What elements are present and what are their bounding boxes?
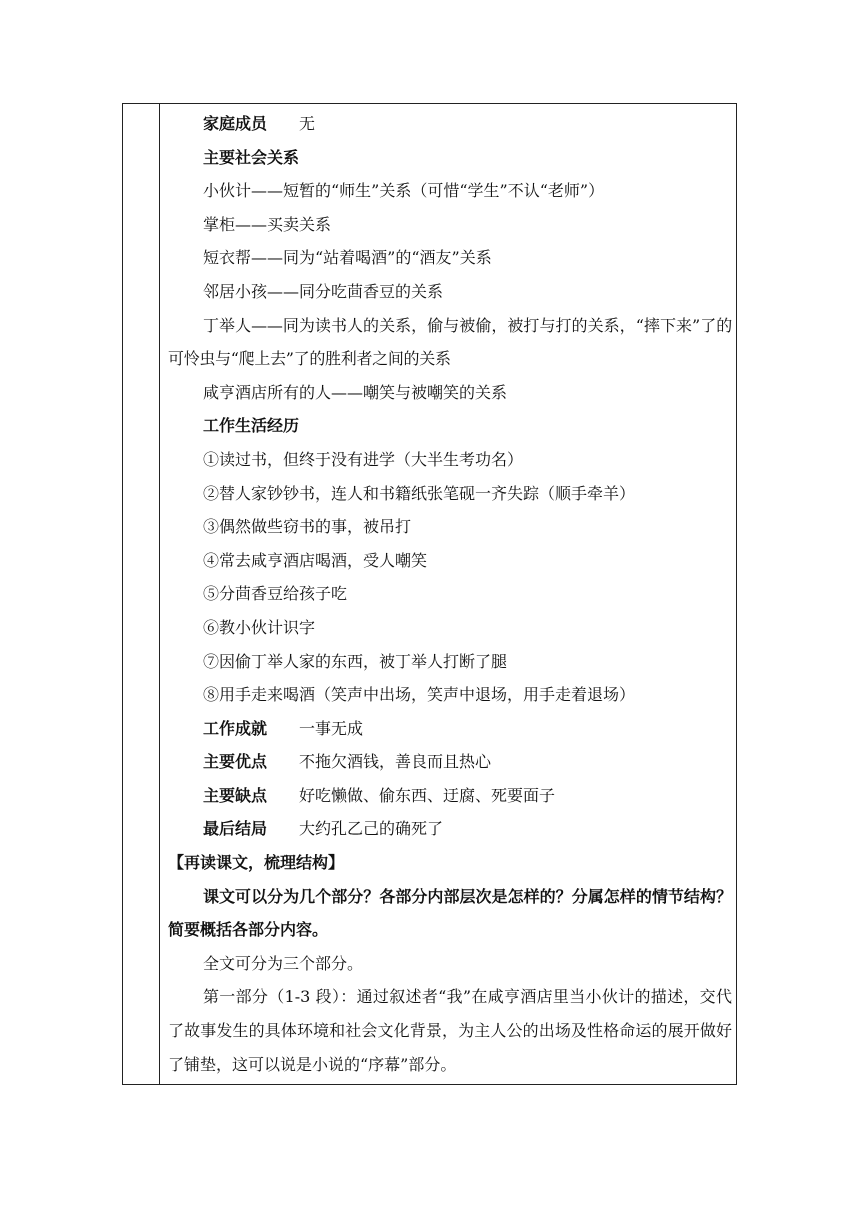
family-label: 家庭成员 bbox=[203, 114, 268, 133]
relation-item: 短衣帮——同为“站着喝酒”的“酒友”关系 bbox=[203, 248, 492, 268]
relations-heading: 主要社会关系 bbox=[203, 147, 300, 167]
history-item: ④常去咸亨酒店喝酒，受人嘲笑 bbox=[203, 550, 428, 570]
history-item: ⑥教小伙计识字 bbox=[203, 617, 316, 637]
history-item: ①读过书，但终于没有进学（大半生考功名） bbox=[203, 449, 524, 469]
relation-ding: 丁举人——同为读书人的关系，偷与被偷，被打与打的关系，“摔下来”了的可怜虫与“爬上去”了的胜利者之间的关系 bbox=[168, 315, 732, 369]
ending-row bbox=[168, 812, 732, 846]
merits-row bbox=[168, 745, 732, 779]
achievement-row bbox=[168, 712, 732, 746]
relation-tavern: 咸亨酒店所有的人——嘲笑与被嘲笑的关系 bbox=[203, 382, 508, 402]
history-item: ⑦因偷丁举人家的东西，被丁举人打断了腿 bbox=[203, 651, 508, 671]
relation-item: 掌柜——买卖关系 bbox=[203, 214, 332, 234]
flaws-row bbox=[168, 779, 732, 813]
achievement-label: 工作成就 bbox=[203, 718, 268, 738]
history-heading: 工作生活经历 bbox=[203, 416, 300, 436]
history-item: ③偶然做些窃书的事，被吊打 bbox=[203, 517, 412, 537]
family-value: 无 bbox=[299, 114, 316, 133]
flaws-label: 主要缺点 bbox=[203, 785, 268, 805]
history-item: ⑧用手走来喝酒（笑声中出场，笑声中退场，用手走着退场） bbox=[203, 685, 636, 705]
achievement-value: 一事无成 bbox=[299, 718, 364, 738]
merits-label: 主要优点 bbox=[203, 752, 268, 772]
structure-heading: 【再读课文，梳理结构】 bbox=[168, 853, 345, 873]
table-column-divider bbox=[159, 103, 160, 1085]
history-item: ⑤分茴香豆给孩子吃 bbox=[203, 584, 348, 604]
ending-value: 大约孔乙己的确死了 bbox=[299, 819, 444, 839]
flaws-value: 好吃懒做、偷东西、迂腐、死要面子 bbox=[299, 785, 556, 805]
history-item: ②替人家钞钞书，连人和书籍纸张笔砚一齐失踪（顺手牵羊） bbox=[203, 483, 636, 503]
family-row bbox=[168, 107, 732, 141]
structure-answer-intro: 全文可分为三个部分。 bbox=[203, 953, 364, 973]
merits-value: 不拖欠酒钱，善良而且热心 bbox=[299, 752, 492, 772]
relation-item: 邻居小孩——同分吃茴香豆的关系 bbox=[203, 281, 444, 301]
structure-question: 课文可以分为几个部分？各部分内部层次是怎样的？分属怎样的情节结构？简要概括各部分内容。 bbox=[168, 886, 732, 940]
structure-part-one: 第一部分（1-3 段）：通过叙述者“我”在咸亨酒店里当小伙计的描述，交代了故事发生的具体环境和社会文化背景，为主人公的出场及性格命运的展开做好了铺垫，这可以说是小说的“序幕”部分。 bbox=[168, 987, 732, 1074]
ending-label: 最后结局 bbox=[203, 819, 268, 839]
relation-item: 小伙计——短暂的“师生”关系（可惜“学生”不认“老师”） bbox=[203, 181, 605, 201]
table-content-cell bbox=[168, 107, 732, 1081]
